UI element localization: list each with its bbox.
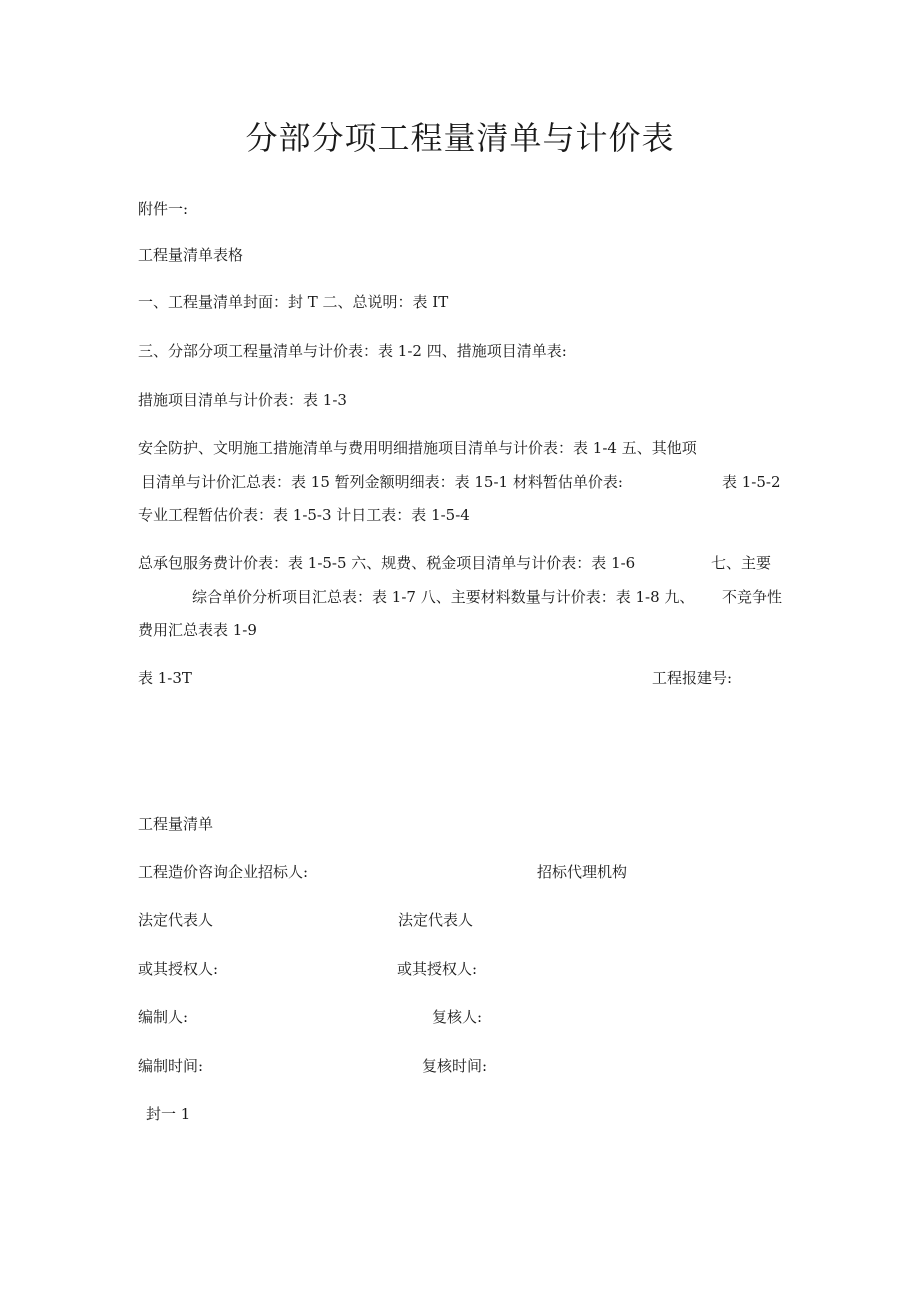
legal-rep-label-2: 法定代表人 — [398, 911, 474, 929]
project-report-no: 工程报建号: — [652, 669, 733, 687]
consult-tenderer-label: 工程造价咨询企业招标人: — [138, 863, 309, 881]
agency-label: 招标代理机构 — [537, 863, 628, 881]
reviewer-label: 复核人: — [432, 1008, 483, 1026]
index-line-5-ref: 表 1-5-2 — [722, 473, 781, 491]
attachment-label: 附件一: — [138, 200, 189, 218]
table-label: 表 1-3T — [138, 669, 192, 687]
authorized-label-1: 或其授权人: — [138, 960, 219, 978]
index-line-2: 三、分部分项工程量清单与计价表：表 1-2 四、措施项目清单表: — [138, 342, 567, 360]
index-line-7: 总承包服务费计价表：表 1-5-5 六、规费、税金项目清单与计价表：表 1-6 — [138, 554, 636, 572]
review-time-label: 复核时间: — [422, 1057, 488, 1075]
index-line-7-tail: 七、主要 — [711, 554, 772, 572]
index-line-9: 费用汇总表表 1-9 — [138, 621, 257, 639]
index-line-1: 一、工程量清单封面：封 T 二、总说明：表 IT — [138, 293, 449, 311]
index-line-4: 安全防护、文明施工措施清单与费用明细措施项目清单与计价表：表 1-4 五、其他项 — [138, 439, 697, 457]
cover-footer: 封一 1 — [146, 1105, 191, 1123]
compiler-label: 编制人: — [138, 1008, 189, 1026]
page-title: 分部分项工程量清单与计价表 — [245, 119, 675, 157]
compile-time-label: 编制时间: — [138, 1057, 204, 1075]
table-format-heading: 工程量清单表格 — [138, 246, 244, 264]
index-line-6: 专业工程暂估价表：表 1-5-3 计日工表：表 1-5-4 — [138, 506, 470, 524]
index-line-8: 综合单价分析项目汇总表：表 1-7 八、主要材料数量与计价表：表 1-8 九、 — [192, 588, 695, 606]
legal-rep-label-1: 法定代表人 — [138, 911, 214, 929]
authorized-label-2: 或其授权人: — [397, 960, 478, 978]
index-line-5: 目清单与计价汇总表：表 15 暂列金额明细表：表 15-1 材料暂估单价表: — [141, 473, 623, 491]
index-line-3: 措施项目清单与计价表：表 1-3 — [138, 391, 347, 409]
index-line-8-tail: 不竞争性 — [722, 588, 783, 606]
cover-heading: 工程量清单 — [138, 815, 214, 833]
